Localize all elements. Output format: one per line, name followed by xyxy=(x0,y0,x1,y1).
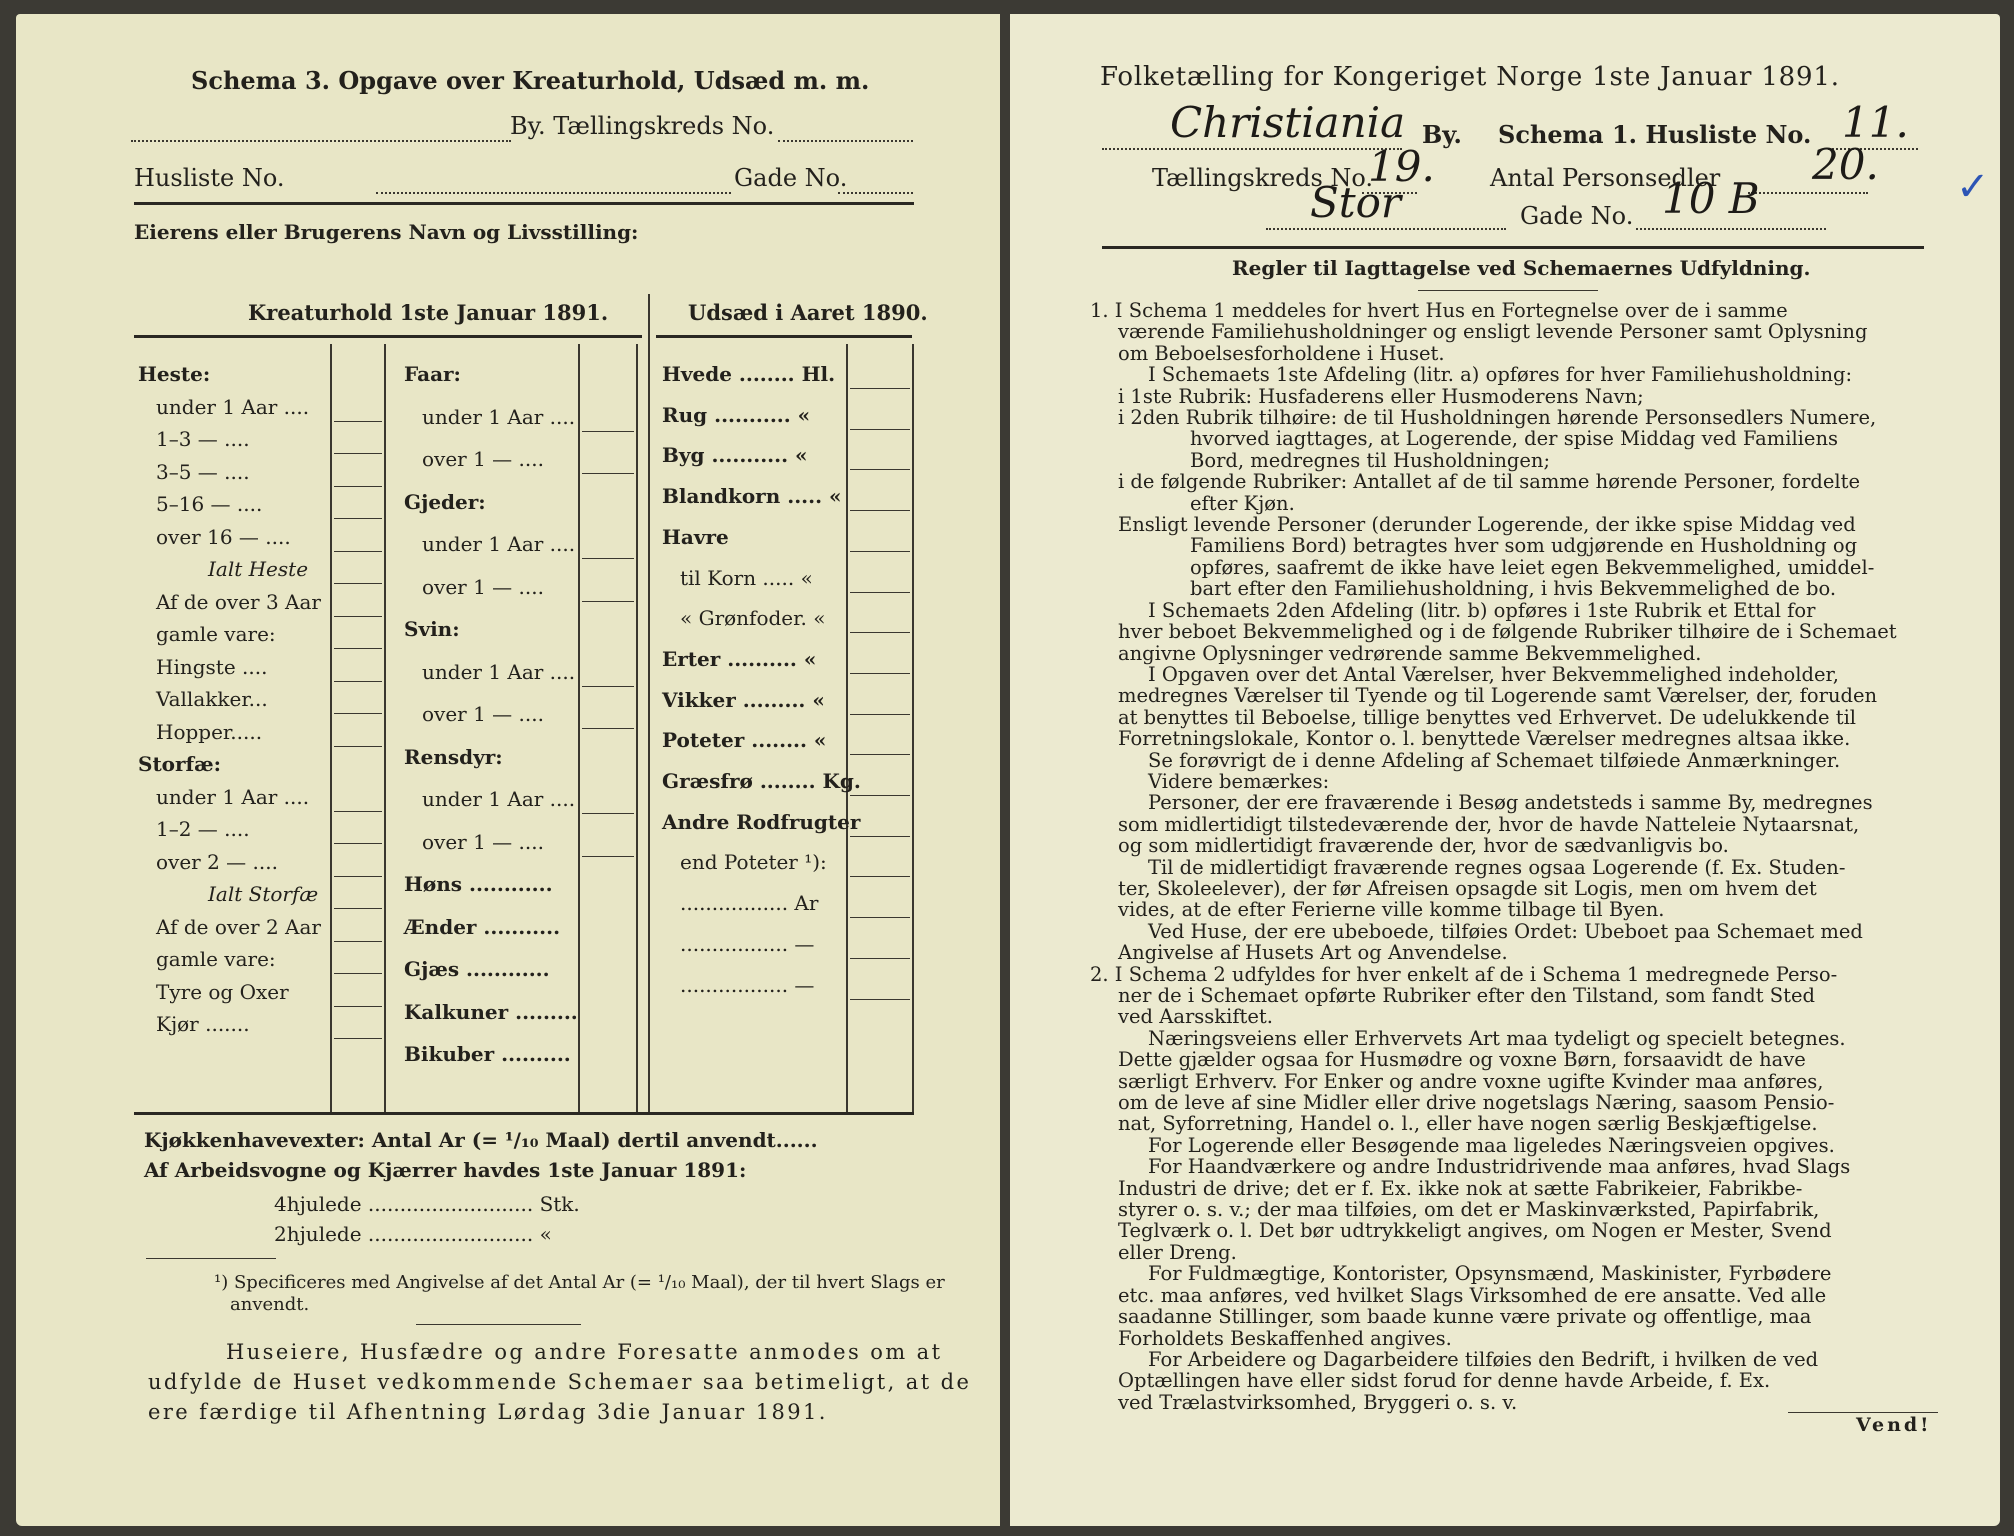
col1-entry-line xyxy=(334,876,382,877)
col3-entry-line xyxy=(850,958,910,959)
rule-line: 2. I Schema 2 udfyldes for hver enkelt af de i Schema 1 medregnede Perso- xyxy=(1090,962,1838,986)
col3-entry-line xyxy=(850,388,910,389)
col2-divider-b xyxy=(636,344,638,1112)
col3-entry-line xyxy=(850,429,910,430)
rule-line: Se forøvrigt de i denne Afdeling af Schemaet tilføiede Anmærkninger. xyxy=(1148,748,1841,772)
city-blank xyxy=(131,140,511,142)
col1-entry-line xyxy=(334,486,382,487)
rule-line: saadanne Stillinger, som baade kunne være private og offentlige, maa xyxy=(1118,1305,1812,1329)
schema3-title: Schema 3. Opgave over Kreaturhold, Udsæd m. m. xyxy=(191,66,870,95)
col2-row: Kalkuner ......... xyxy=(404,999,578,1024)
col1-divider-b xyxy=(384,344,386,1112)
rule-line: og som midlertidigt fraværende der, hvor de sædvanligvis bo. xyxy=(1118,834,1729,858)
rule-line: ved Trælastvirksomhed, Bryggeri o. s. v. xyxy=(1118,1390,1518,1414)
col1-row: gamle vare: xyxy=(156,947,276,971)
col3-entry-line xyxy=(850,795,910,796)
col2-divider-a xyxy=(578,344,580,1112)
col2-row: Høns ............ xyxy=(404,872,553,896)
col2-row: Faar: xyxy=(404,362,461,386)
col1-entry-line xyxy=(334,908,382,909)
right-header-rule xyxy=(1102,246,1924,249)
rule-line: eller Dreng. xyxy=(1118,1240,1237,1264)
rule-line: Optællingen have eller sidst forud for denne havde Arbeide, f. Ex. xyxy=(1118,1369,1771,1393)
col3-row: Poteter ........ « xyxy=(662,728,827,753)
col3-row: Græsfrø ........ Kg. xyxy=(662,769,861,793)
col1-row: Tyre og Oxer xyxy=(156,979,289,1004)
right-page xyxy=(1010,14,2000,1526)
schema1-label: Schema 1. Husliste No. xyxy=(1498,120,1812,149)
col1-divider-a xyxy=(330,344,332,1112)
col1-row: gamle vare: xyxy=(156,622,276,646)
rule-line: medregnes Værelser til Tyende og til Logerende samt Værelser, der, foruden xyxy=(1118,684,1878,708)
col3-divider-a xyxy=(846,344,848,1112)
col1-entry-line xyxy=(334,713,382,714)
col2-entry-line xyxy=(582,601,634,602)
col1-entry-line xyxy=(334,1038,382,1039)
rule-line: Ensligt levende Personer (derunder Logerende, der ikke spise Middag ved xyxy=(1118,513,1856,537)
col2-row: Rensdyr: xyxy=(404,744,503,769)
rule-line: Angivelse af Husets Art og Anvendelse. xyxy=(1118,941,1508,965)
col2-entry-line xyxy=(582,558,634,559)
col1-row: Kjør ....... xyxy=(156,1012,250,1036)
col3-row: Hvede ........ Hl. xyxy=(662,362,836,386)
col3-entry-line xyxy=(850,673,910,674)
col2-row: under 1 Aar .... xyxy=(422,659,576,684)
husliste-label: Husliste No. xyxy=(134,164,285,192)
col1-entry-line xyxy=(334,551,382,552)
closing-rule xyxy=(416,1324,581,1325)
col3-row: Andre Rodfrugter xyxy=(662,809,861,834)
rule-line: Industri de drive; det er f. Ex. ikke nok at sætte Fabrikeier, Fabrikbe- xyxy=(1118,1176,1803,1200)
udsaed-rule xyxy=(656,335,912,338)
table-bottom-rule xyxy=(134,1112,914,1115)
col3-entry-line xyxy=(850,917,910,918)
col3-row: Byg ........... « xyxy=(662,443,808,468)
col2-row: over 1 — .... xyxy=(422,702,544,726)
col1-row: Af de over 3 Aar xyxy=(156,589,321,614)
col1-row: Hingste .... xyxy=(156,654,268,679)
col3-entry-line xyxy=(850,592,910,593)
rule-line: efter Kjøn. xyxy=(1190,491,1295,515)
rule-line: For Fuldmægtige, Kontorister, Opsynsmænd, Maskinister, Fyrbødere xyxy=(1148,1262,1832,1286)
vend-label: Vend! xyxy=(1856,1414,1932,1436)
col1-row: 1–2 — .... xyxy=(156,817,250,841)
rule-line: angivne Oplysninger vedrørende samme Bekvemmelighed. xyxy=(1118,641,1702,665)
col1-row: Af de over 2 Aar xyxy=(156,914,321,939)
col1-row: Ialt Heste xyxy=(208,557,309,581)
rule-line: Næringsveiens eller Erhvervets Art maa tydeligt og specielt betegnes. xyxy=(1148,1026,1846,1050)
footnote-line2: anvendt. xyxy=(230,1294,310,1315)
col1-entry-line xyxy=(334,746,382,747)
by-label: By. xyxy=(1422,120,1462,149)
col1-entry-line xyxy=(334,616,382,617)
col3-row: end Poteter ¹): xyxy=(680,850,827,875)
col1-entry-line xyxy=(334,1006,382,1007)
rule-line: i 2den Rubrik tilhøire: de til Husholdningen hørende Personsedlers Numere, xyxy=(1118,406,1877,430)
rule-line: Til de midlertidigt fraværende regnes ogsaa Logerende (f. Ex. Studen- xyxy=(1148,855,1846,879)
col2-entry-line xyxy=(582,473,634,474)
kjokken-line: Kjøkkenhavevexter: Antal Ar (= ¹/₁₀ Maal) dertil anvendt...... xyxy=(144,1128,818,1152)
rule-line: ved Aarsskiftet. xyxy=(1118,1005,1273,1029)
col3-entry-line xyxy=(850,632,910,633)
col3-row: « Grønfoder. « xyxy=(680,606,826,631)
col2-row: under 1 Aar .... xyxy=(422,787,576,811)
col1-entry-line xyxy=(334,583,382,584)
col3-entry-line xyxy=(850,714,910,715)
gade-label: Gade No. xyxy=(734,164,848,192)
vend-rule xyxy=(1788,1412,1938,1413)
rule-line: 1. I Schema 1 meddeles for hvert Hus en Fortegnelse over de i samme xyxy=(1090,299,1788,322)
closing-line1: Huseiere, Husfædre og andre Foresatte anmodes om at xyxy=(226,1340,943,1364)
rule-line: Dette gjælder ogsaa for Husmødre og voxne Børn, forsaavidt de have xyxy=(1118,1048,1806,1072)
krets-blank xyxy=(778,140,913,142)
gade-no-line xyxy=(1636,228,1826,230)
col1-entry-line xyxy=(334,843,382,844)
col2-row: Gjæs ............ xyxy=(404,957,550,981)
rule-line: I Opgaven over det Antal Værelser, hver Bekvemmelighed indeholder, xyxy=(1148,662,1839,686)
col2-row: Svin: xyxy=(404,617,460,641)
kreatur-header: Kreaturhold 1ste Januar 1891. xyxy=(248,300,609,325)
col2-entry-line xyxy=(582,813,634,814)
col2-row: under 1 Aar .... xyxy=(422,532,576,556)
col3-entry-line xyxy=(850,510,910,511)
arbeid-line: Af Arbeidsvogne og Kjærrer havdes 1ste Januar 1891: xyxy=(144,1158,747,1182)
rule-line: Forholdets Beskaffenhed angives. xyxy=(1118,1326,1452,1350)
rule-line: Videre bemærkes: xyxy=(1148,769,1330,793)
rules-heading: Regler til Iagttagelse ved Schemaernes Udfyldning. xyxy=(1232,256,1811,280)
col2-row: Ænder ........... xyxy=(404,914,561,939)
rule-line: som midlertidigt tilstedeværende der, hvor de havde Natteleie Nytaarsnat, xyxy=(1118,812,1860,836)
col1-row: Hopper..... xyxy=(156,719,263,744)
rule-line: værende Familiehusholdninger og ensligt levende Personer samt Oplysning xyxy=(1118,320,1868,344)
col3-row: Rug ........... « xyxy=(662,402,811,427)
col1-entry-line xyxy=(334,518,382,519)
antal-label: Antal Personsedler xyxy=(1490,164,1721,192)
rule-line: om Beboelsesforholdene i Huset. xyxy=(1118,341,1445,365)
krets-handwritten: 19. xyxy=(1368,142,1435,191)
col3-row: ................. — xyxy=(680,972,815,997)
col2-row: over 1 — .... xyxy=(422,447,544,471)
rule-line: at benyttes til Beboelse, tillige benyttes ved Erhvervet. De udelukkende til xyxy=(1118,705,1857,729)
col3-row: Vikker ......... « xyxy=(662,687,825,712)
rule-line: om de leve af sine Midler eller drive nogetslags Næring, saasom Pensio- xyxy=(1118,1091,1835,1115)
col3-divider-b xyxy=(912,344,914,1112)
rules-text xyxy=(1090,300,1920,1413)
rule-line: I Schemaets 2den Afdeling (litr. b) opføres i 1ste Rubrik et Ettal for xyxy=(1148,598,1816,622)
col3-entry-line xyxy=(850,876,910,877)
gade-blank xyxy=(838,192,913,194)
by-tellingskreds: By. Tællingskreds No. xyxy=(510,112,775,140)
city-handwritten: Christiania xyxy=(1170,98,1406,147)
col1-row: 3–5 — .... xyxy=(156,459,250,484)
footnote-line1: ¹) Specificeres med Angivelse af det Antal Ar (= ¹/₁₀ Maal), der til hvert Slags er xyxy=(214,1272,945,1293)
col2-entry-line xyxy=(582,431,634,432)
rule-line: opføres, saafremt de ikke have leiet egen Bekvemmelighed, umiddel- xyxy=(1190,555,1875,579)
census-title: Folketælling for Kongeriget Norge 1ste Januar 1891. xyxy=(1100,62,1840,92)
col2-row: Gjeder: xyxy=(404,489,486,514)
rule-line: ter, Skoleelever), der før Afreisen opsagde sit Logis, men om hvem det xyxy=(1118,876,1817,900)
col2-row: over 1 — .... xyxy=(422,574,544,599)
rule-line: vides, at de efter Ferierne ville komme tilbage til Byen. xyxy=(1118,898,1665,922)
rule-line: styrer o. s. v.; der maa tilføies, om det er Maskinværksted, Papirfabrik, xyxy=(1118,1198,1820,1222)
col1-row: Vallakker... xyxy=(156,687,268,711)
col1-row: 1–3 — .... xyxy=(156,427,250,451)
rule-line: i 1ste Rubrik: Husfaderens eller Husmoderens Navn; xyxy=(1118,384,1644,408)
rule-line: særligt Erhverv. For Enker og andre voxne ugifte Kvinder maa anføres, xyxy=(1118,1069,1824,1093)
rule-line: For Logerende eller Besøgende maa ligeledes Næringsveien opgives. xyxy=(1148,1133,1835,1157)
gade-no-handwritten: 10 B xyxy=(1662,174,1760,223)
krets-label: Tællingskreds No. xyxy=(1152,164,1374,192)
closing-line3: ere færdige til Afhentning Lørdag 3die Januar 1891. xyxy=(148,1400,828,1424)
col2-row: over 1 — .... xyxy=(422,829,544,854)
col1-row: Storfæ: xyxy=(138,752,222,776)
husliste-blank xyxy=(376,192,731,194)
rules-heading-rule xyxy=(1418,290,1598,291)
rule-line: bart efter den Familiehusholdning, i hvis Bekvemmelighed de bo. xyxy=(1190,577,1837,601)
udsaed-divider xyxy=(648,294,650,1112)
col2-entry-line xyxy=(582,856,634,857)
rule-line: ner de i Schemaet opførte Rubriker efter den Tilstand, som fandt Sted xyxy=(1118,984,1815,1007)
col3-entry-line xyxy=(850,836,910,837)
footnote-rule xyxy=(146,1258,276,1259)
rule-line: hvorved iagttages, at Logerende, der spise Middag ved Familiens xyxy=(1190,427,1839,451)
rule-line: etc. maa anføres, ved hvilket Slags Virksomhed de ere ansatte. Ved alle xyxy=(1118,1283,1827,1307)
col3-entry-line xyxy=(850,551,910,552)
udsaed-header: Udsæd i Aaret 1890. xyxy=(688,300,928,325)
col3-entry-line xyxy=(850,754,910,755)
col3-row: Erter .......... « xyxy=(662,646,817,671)
closing-line2: udfylde de Huset vedkommende Schemaer saa betimeligt, at de xyxy=(148,1370,972,1394)
gade-label-right: Gade No. xyxy=(1520,202,1634,230)
antal-line xyxy=(1748,192,1868,194)
rule-line: For Arbeidere og Dagarbeidere tilføies den Bedrift, i hvilken de ved xyxy=(1148,1347,1819,1371)
rule-line: hver beboet Bekvemmelighed og i de følgende Rubriker tilhøire de i Schemaet xyxy=(1118,620,1897,644)
col2-entry-line xyxy=(582,686,634,687)
gade-line xyxy=(1266,228,1506,230)
hjul2-line: 2hjulede .......................... « xyxy=(274,1222,552,1246)
city-line xyxy=(1102,148,1402,150)
col1-row: 5–16 — .... xyxy=(156,492,263,516)
col2-row: under 1 Aar .... xyxy=(422,404,576,429)
col1-row: Heste: xyxy=(138,362,211,386)
col2-row: Bikuber .......... xyxy=(404,1042,571,1066)
col3-entry-line xyxy=(850,469,910,470)
col1-row: over 16 — .... xyxy=(156,524,291,549)
rule-line: For Haandværkere og andre Industridrivende maa anføres, hvad Slags xyxy=(1148,1155,1851,1179)
gade-handwritten: Stor xyxy=(1310,178,1402,227)
husliste-handwritten: 11. xyxy=(1842,98,1909,147)
rule-line: Bord, medregnes til Husholdningen; xyxy=(1190,448,1551,472)
col1-row: under 1 Aar .... xyxy=(156,394,310,419)
col1-entry-line xyxy=(334,421,382,422)
check-mark-icon: ✓ xyxy=(1956,164,1990,210)
col3-row: Havre xyxy=(662,524,729,549)
col3-entry-line xyxy=(850,999,910,1000)
antal-handwritten: 20. xyxy=(1812,140,1879,189)
kreatur-rule xyxy=(134,335,642,338)
rule-line: I Schemaets 1ste Afdeling (litr. a) opføres for hver Familiehusholdning: xyxy=(1148,363,1853,387)
rule-line: Ved Huse, der ere ubeboede, tilføies Ordet: Ubeboet paa Schemaet med xyxy=(1148,919,1863,943)
col3-row: Blandkorn ..... « xyxy=(662,484,842,509)
hjul4-line: 4hjulede .......................... Stk. xyxy=(274,1192,580,1216)
eier-label: Eierens eller Brugerens Navn og Livsstilling: xyxy=(134,220,639,244)
col1-row: over 2 — .... xyxy=(156,849,278,874)
col1-entry-line xyxy=(334,973,382,974)
header-rule xyxy=(134,202,914,205)
col3-row: ................. Ar xyxy=(680,891,819,916)
rule-line: nat, Syforretning, Handel o. l., eller have nogen særlig Beskjæftigelse. xyxy=(1118,1112,1818,1136)
col2-entry-line xyxy=(582,728,634,729)
col1-entry-line xyxy=(334,453,382,454)
rule-line: Teglværk o. l. Det bør udtrykkeligt angives, om Nogen er Mester, Svend xyxy=(1118,1219,1832,1243)
col1-entry-line xyxy=(334,941,382,942)
col3-row: til Korn ..... « xyxy=(680,565,813,590)
rule-line: Personer, der ere fraværende i Besøg andetsteds i samme By, medregnes xyxy=(1148,791,1873,815)
col1-row: Ialt Storfæ xyxy=(208,882,319,906)
col1-row: under 1 Aar .... xyxy=(156,784,310,809)
rule-line: Familiens Bord) betragtes hver som udgjørende en Husholdning og xyxy=(1190,534,1858,558)
left-page xyxy=(16,14,1000,1526)
col1-entry-line xyxy=(334,811,382,812)
col1-entry-line xyxy=(334,681,382,682)
rule-line: Forretningslokale, Kontor o. l. benyttede Værelser medregnes altsaa ikke. xyxy=(1118,727,1851,751)
col1-entry-line xyxy=(334,648,382,649)
col3-row: ................. — xyxy=(680,931,815,956)
rule-line: i de følgende Rubriker: Antallet af de til samme hørende Personer, fordelte xyxy=(1118,470,1861,494)
